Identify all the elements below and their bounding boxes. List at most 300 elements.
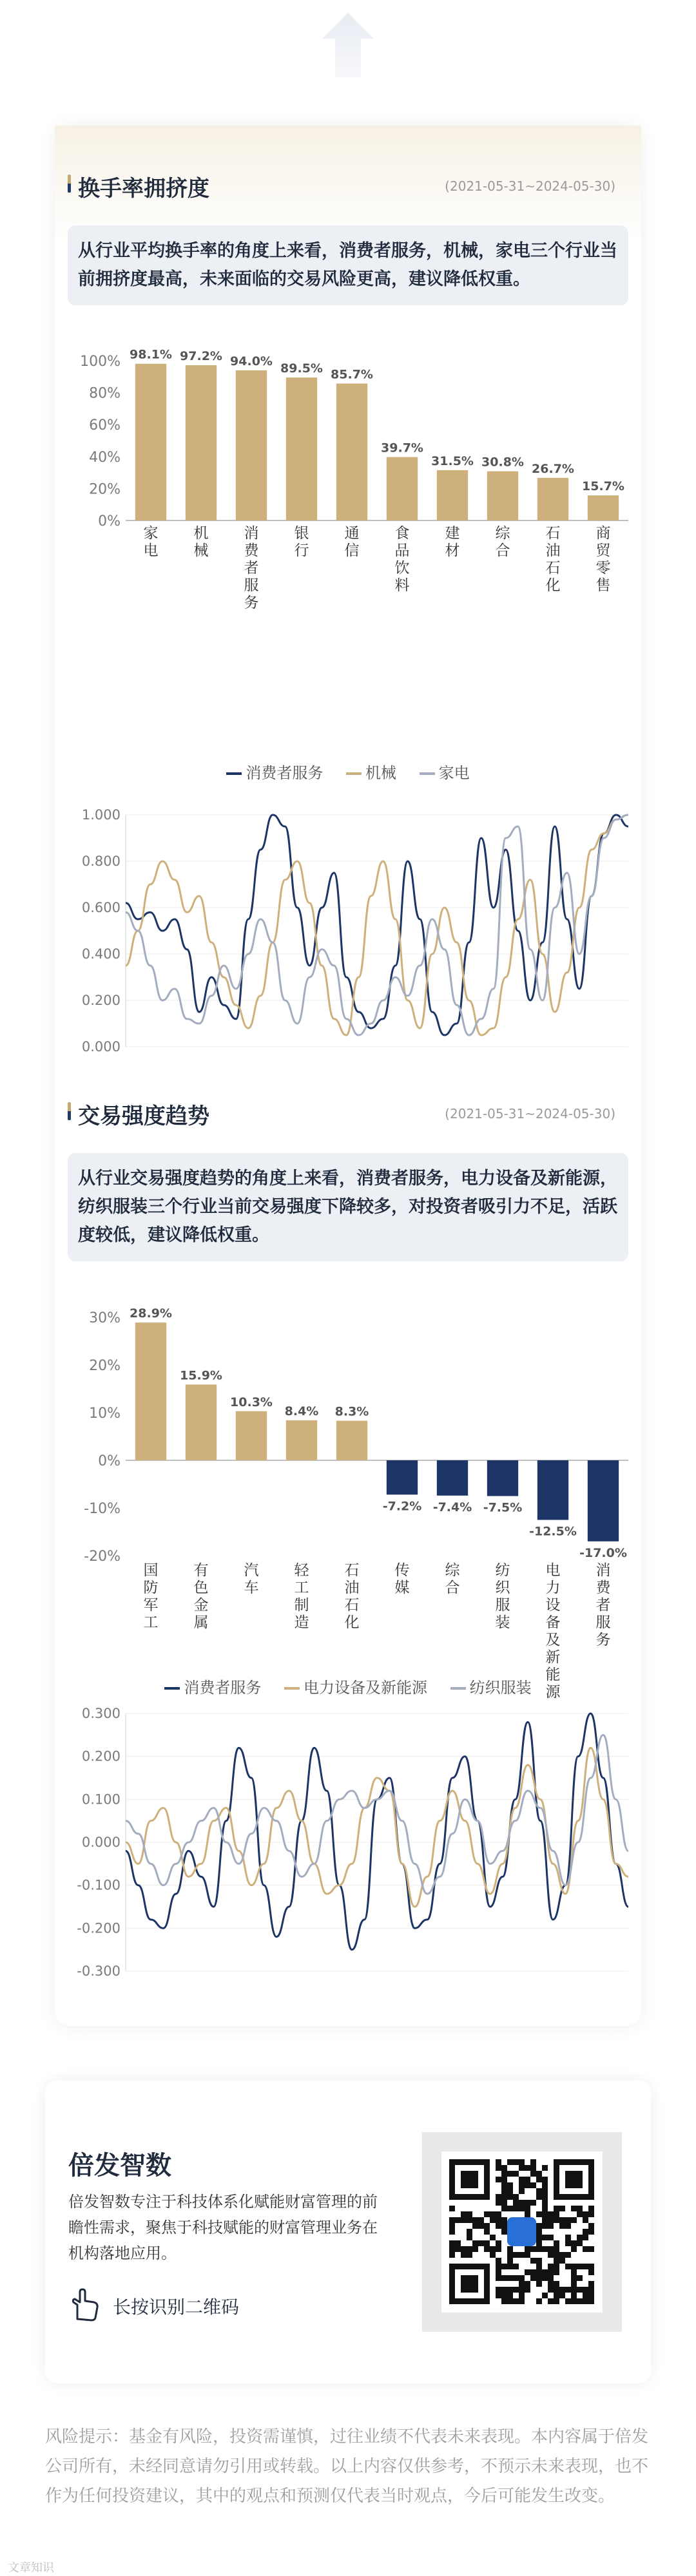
qr-module: [496, 2200, 501, 2206]
qr-module: [571, 2269, 577, 2275]
qr-module: [525, 2206, 530, 2211]
qr-module: [548, 2269, 554, 2275]
qr-module: [501, 2171, 507, 2177]
category-label-char: 汽: [244, 1562, 259, 1579]
qr-module: [536, 2281, 542, 2287]
category-label-char: 新: [545, 1649, 561, 1666]
qr-module: [542, 2235, 548, 2240]
qr-module: [565, 2223, 571, 2229]
legend-item: 纺织服装: [450, 1679, 532, 1697]
qr-module: [519, 2165, 525, 2171]
chart2-legend: [55, 760, 641, 783]
qr-module: [484, 2223, 490, 2229]
qr-module: [536, 2229, 542, 2235]
qr-module: [559, 2223, 565, 2229]
qr-module: [565, 2287, 571, 2293]
qr-module: [530, 2269, 536, 2275]
section1-date-range: (2021-05-31~2024-05-30): [445, 178, 615, 194]
qr-module: [507, 2287, 513, 2293]
bar: [437, 470, 468, 520]
y-tick-label: -0.100: [77, 1877, 121, 1893]
series-line-2: [126, 1748, 628, 1907]
bar-value-label: 15.9%: [180, 1368, 222, 1383]
qr-module: [542, 2206, 548, 2211]
qr-module: [507, 2182, 513, 2188]
qr-module: [554, 2258, 559, 2264]
qr-module: [513, 2287, 519, 2293]
qr-module: [565, 2217, 571, 2223]
intensity-line-chart: [55, 1704, 641, 1987]
qr-module: [455, 2217, 461, 2223]
qr-module: [571, 2264, 577, 2269]
category-label-char: 械: [193, 542, 209, 559]
y-tick-label: 0.800: [81, 854, 121, 869]
section1-summary: 从行业平均换手率的角度上来看，消费者服务，机械，家电三个行业当前拥挤度最高，未来面临的交易风险更高，建议降低权重。: [68, 225, 628, 305]
qr-module: [467, 2217, 472, 2223]
qr-module: [530, 2159, 536, 2165]
category-label-char: 国: [143, 1562, 159, 1579]
qr-module: [588, 2206, 594, 2211]
bar-value-label: 94.0%: [230, 354, 273, 368]
qr-module: [525, 2211, 530, 2217]
qr-code[interactable]: [441, 2151, 603, 2313]
qr-finder: [461, 2275, 478, 2293]
qr-module: [519, 2287, 525, 2293]
qr-module: [478, 2217, 484, 2223]
qr-module: [496, 2240, 501, 2246]
qr-module: [577, 2287, 583, 2293]
qr-module: [519, 2252, 525, 2258]
qr-module: [467, 2246, 472, 2252]
qr-module: [583, 2246, 588, 2252]
qr-module: [507, 2298, 513, 2304]
qr-module: [554, 2240, 559, 2246]
category-label-char: 机: [193, 525, 209, 542]
bar-value-label: 8.3%: [334, 1404, 369, 1419]
category-label-char: 消: [595, 1562, 611, 1579]
qr-module: [588, 2269, 594, 2275]
qr-module: [484, 2211, 490, 2217]
series-line-1: [126, 815, 628, 1035]
bar-value-label: 8.4%: [284, 1404, 319, 1418]
qr-module: [571, 2293, 577, 2298]
qr-module: [501, 2165, 507, 2171]
qr-module: [501, 2298, 507, 2304]
qr-module: [542, 2165, 548, 2171]
qr-module: [542, 2194, 548, 2200]
qr-module: [542, 2269, 548, 2275]
category-label-char: 车: [244, 1579, 259, 1596]
qr-module: [542, 2177, 548, 2182]
qr-module: [577, 2240, 583, 2246]
category-label-char: 备: [545, 1614, 561, 1631]
category-label-char: 油: [344, 1579, 360, 1596]
qr-module: [496, 2258, 501, 2264]
bar-value-label: 10.3%: [230, 1395, 273, 1409]
qr-module: [525, 2252, 530, 2258]
category-label-char: 商: [595, 525, 611, 542]
risk-disclaimer: 风险提示：基金有风险，投资需谨慎，过往业绩不代表未来表现。本内容属于倍发公司所有，未经同意请勿引用或转载。以上内容仅供参考，不预示未来表现，也不作为任何投资建议，其中的观点和预测仅代表当时观点，今后可能发生改变。: [45, 2427, 649, 2506]
bar: [487, 472, 518, 520]
y-tick-label: 0.100: [81, 1791, 121, 1808]
category-label-char: 化: [545, 577, 561, 594]
bar: [186, 365, 217, 520]
qr-module: [525, 2182, 530, 2188]
qr-module: [548, 2211, 554, 2217]
category-label-char: 行: [294, 542, 309, 559]
qr-module: [548, 2275, 554, 2281]
qr-module: [565, 2235, 571, 2240]
qr-module: [501, 2229, 507, 2235]
bar-value-label: 85.7%: [331, 367, 373, 382]
legend-item: 电力设备及新能源: [284, 1679, 427, 1697]
qr-module: [536, 2264, 542, 2269]
qr-module: [525, 2287, 530, 2293]
qr-module: [583, 2229, 588, 2235]
qr-module: [507, 2246, 513, 2252]
category-label-char: 综: [445, 1562, 460, 1579]
up-arrow-icon: [322, 13, 374, 77]
qr-module: [501, 2287, 507, 2293]
bar-value-label: -17.0%: [579, 1545, 627, 1560]
section2-summary: 从行业交易强度趋势的角度上来看，消费者服务，电力设备及新能源，纺织服装三个行业当前交易强度下降较多，对投资者吸引力不足，活跃度较低，建议降低权重。: [68, 1153, 628, 1261]
category-label-char: 合: [495, 542, 510, 559]
qr-module: [472, 2217, 478, 2223]
category-label-char: 务: [244, 595, 259, 611]
qr-module: [490, 2252, 496, 2258]
y-tick-label: 40%: [89, 449, 121, 466]
bar: [387, 457, 418, 520]
qr-module: [583, 2293, 588, 2298]
category-label-char: 军: [143, 1597, 159, 1614]
category-label-char: 贸: [595, 542, 611, 559]
qr-module: [554, 2217, 559, 2223]
qr-module: [554, 2298, 559, 2304]
qr-module: [501, 2182, 507, 2188]
qr-module: [467, 2229, 472, 2235]
legend-swatch-navy: [226, 772, 242, 775]
category-label-char: 制: [294, 1597, 309, 1614]
section2-date-range: (2021-05-31~2024-05-30): [445, 1106, 615, 1121]
qr-module: [559, 2206, 565, 2211]
qr-module: [554, 2206, 559, 2211]
bar-value-label: 89.5%: [280, 361, 323, 376]
qr-module: [536, 2188, 542, 2194]
qr-module: [583, 2235, 588, 2240]
category-label-char: 电: [545, 1562, 561, 1579]
category-label-char: 及: [545, 1632, 561, 1648]
qr-module: [519, 2281, 525, 2287]
qr-module: [559, 2217, 565, 2223]
category-label-char: 装: [495, 1614, 510, 1631]
qr-logo: [507, 2217, 536, 2246]
qr-module: [559, 2258, 565, 2264]
qr-module: [588, 2298, 594, 2304]
category-label-char: 售: [595, 577, 611, 594]
category-label-char: 媒: [394, 1579, 410, 1596]
qr-module: [449, 2206, 455, 2211]
qr-module: [536, 2298, 542, 2304]
category-label-char: 油: [545, 542, 561, 559]
category-label-char: 工: [143, 1614, 159, 1631]
category-label-char: 化: [344, 1614, 360, 1631]
qr-module: [554, 2293, 559, 2298]
y-tick-label: 0.400: [81, 946, 121, 962]
category-label-char: 家: [143, 525, 159, 542]
bar: [286, 1420, 317, 1460]
qr-module: [519, 2188, 525, 2194]
qr-module: [496, 2223, 501, 2229]
qr-module: [536, 2194, 542, 2200]
qr-module: [536, 2235, 542, 2240]
category-label-char: 服: [595, 1614, 611, 1631]
qr-module: [542, 2211, 548, 2217]
qr-module: [519, 2177, 525, 2182]
qr-module: [588, 2281, 594, 2287]
qr-module: [467, 2235, 472, 2240]
bar-value-label: 30.8%: [481, 455, 524, 470]
qr-module: [525, 2165, 530, 2171]
qr-module: [461, 2211, 467, 2217]
qr-module: [484, 2240, 490, 2246]
qr-module: [519, 2293, 525, 2298]
qr-module: [536, 2246, 542, 2252]
qr-module: [507, 2171, 513, 2177]
qr-module: [519, 2275, 525, 2281]
brand-description: 倍发智数专注于科技体系化赋能财富管理的前瞻性需求，聚焦于科技赋能的财富管理业务在机构落地应用。: [68, 2193, 378, 2262]
qr-module: [588, 2211, 594, 2217]
qr-module: [559, 2293, 565, 2298]
y-tick-label: 0.300: [81, 1706, 121, 1721]
y-tick-label: -0.200: [77, 1920, 121, 1936]
qr-module: [559, 2252, 565, 2258]
series-line-1: [126, 1713, 628, 1950]
qr-module: [536, 2211, 542, 2217]
qr-module: [507, 2258, 513, 2264]
qr-module: [577, 2235, 583, 2240]
qr-module: [461, 2246, 467, 2252]
y-tick-label: 0.600: [81, 900, 121, 915]
qr-module: [530, 2182, 536, 2188]
qr-module: [565, 2298, 571, 2304]
category-label-char: 务: [595, 1632, 611, 1648]
category-label-char: 银: [294, 525, 309, 542]
qr-module: [490, 2235, 496, 2240]
qr-module: [577, 2211, 583, 2217]
qr-module: [501, 2177, 507, 2182]
pointing-hand-icon: [68, 2287, 104, 2323]
qr-module: [472, 2246, 478, 2252]
qr-module: [513, 2298, 519, 2304]
qr-module: [513, 2264, 519, 2269]
bar: [236, 1411, 267, 1460]
qr-module: [565, 2264, 571, 2269]
qr-module: [554, 2252, 559, 2258]
y-tick-label: 80%: [89, 385, 121, 402]
qr-module: [571, 2281, 577, 2287]
qr-module: [583, 2264, 588, 2269]
qr-module: [536, 2258, 542, 2264]
bar: [588, 495, 619, 520]
bar-value-label: -7.2%: [382, 1499, 422, 1514]
y-tick-label: 0%: [98, 513, 121, 530]
bar-value-label: 15.7%: [582, 479, 624, 494]
category-label-char: 材: [445, 542, 460, 559]
qr-module: [501, 2200, 507, 2206]
qr-module: [519, 2159, 525, 2165]
bar: [135, 364, 166, 520]
category-label-char: 综: [495, 525, 510, 542]
qr-module: [455, 2246, 461, 2252]
qr-module: [490, 2217, 496, 2223]
qr-module: [490, 2246, 496, 2252]
legend-swatch-navy: [164, 1687, 180, 1690]
qr-module: [472, 2240, 478, 2246]
qr-module: [513, 2275, 519, 2281]
qr-module: [478, 2223, 484, 2229]
qr-module: [449, 2240, 455, 2246]
qr-module: [496, 2287, 501, 2293]
category-label-char: 石: [545, 525, 561, 542]
qr-module: [548, 2217, 554, 2223]
qr-module: [571, 2206, 577, 2211]
qr-module: [530, 2275, 536, 2281]
category-label-char: 通: [344, 525, 360, 542]
qr-module: [449, 2223, 455, 2229]
category-label-char: 属: [193, 1614, 209, 1631]
qr-module: [542, 2188, 548, 2194]
bar: [336, 1421, 367, 1460]
qr-module: [530, 2200, 536, 2206]
qr-module: [467, 2211, 472, 2217]
qr-module: [501, 2217, 507, 2223]
qr-module: [513, 2171, 519, 2177]
qr-module: [583, 2298, 588, 2304]
series-line-3: [126, 1735, 628, 1894]
watermark: 文章知识: [8, 2561, 54, 2575]
category-label-char: 服: [244, 577, 259, 594]
qr-module: [525, 2177, 530, 2182]
bar-value-label: 98.1%: [130, 347, 172, 362]
category-label-char: 费: [595, 1579, 611, 1596]
category-label-char: 纺: [495, 1562, 510, 1579]
qr-module: [525, 2281, 530, 2287]
qr-module: [588, 2287, 594, 2293]
qr-module: [496, 2269, 501, 2275]
qr-module: [577, 2298, 583, 2304]
qr-module: [449, 2252, 455, 2258]
qr-module: [496, 2293, 501, 2298]
bar: [588, 1460, 619, 1541]
category-label-char: 电: [143, 542, 159, 559]
qr-code-frame: [422, 2132, 622, 2332]
legend-swatch-grey: [450, 1687, 466, 1690]
qr-module: [588, 2264, 594, 2269]
category-label-char: 消: [244, 525, 259, 542]
qr-finder: [461, 2171, 478, 2188]
qr-module: [588, 2293, 594, 2298]
category-label-char: 有: [193, 1562, 209, 1579]
qr-module: [507, 2206, 513, 2211]
qr-module: [507, 2275, 513, 2281]
category-label-char: 工: [294, 1579, 309, 1596]
qr-module: [542, 2246, 548, 2252]
y-tick-label: 20%: [89, 1358, 121, 1374]
qr-module: [554, 2281, 559, 2287]
qr-module: [496, 2159, 501, 2165]
category-label-char: 料: [394, 577, 410, 594]
qr-module: [565, 2240, 571, 2246]
category-label-char: 合: [445, 1579, 460, 1596]
bar: [135, 1322, 166, 1460]
qr-module: [542, 2217, 548, 2223]
qr-module: [554, 2269, 559, 2275]
bar: [537, 1460, 568, 1520]
qr-module: [530, 2258, 536, 2264]
qr-module: [536, 2223, 542, 2229]
category-label-char: 能: [545, 1666, 561, 1683]
series-line-2: [126, 815, 628, 1035]
category-label-char: 品: [394, 542, 410, 559]
y-tick-label: -10%: [84, 1501, 121, 1517]
qr-module: [496, 2264, 501, 2269]
turnover-line-chart: [55, 808, 641, 1079]
y-tick-label: 30%: [89, 1310, 121, 1326]
qr-module: [588, 2229, 594, 2235]
qr-module: [525, 2246, 530, 2252]
qr-module: [507, 2188, 513, 2194]
qr-module: [472, 2223, 478, 2229]
qr-module: [530, 2246, 536, 2252]
y-tick-label: 0.200: [81, 993, 121, 1008]
y-tick-label: 1.000: [81, 807, 121, 823]
qr-module: [507, 2252, 513, 2258]
bar: [186, 1384, 217, 1460]
qr-finder: [565, 2171, 583, 2188]
qr-module: [559, 2287, 565, 2293]
category-label-char: 造: [294, 1614, 309, 1631]
qr-module: [548, 2298, 554, 2304]
qr-module: [583, 2287, 588, 2293]
qr-module: [542, 2182, 548, 2188]
qr-module: [501, 2206, 507, 2211]
category-label-char: 力: [545, 1579, 561, 1596]
bar: [236, 370, 267, 520]
qr-module: [455, 2240, 461, 2246]
qr-module: [513, 2194, 519, 2200]
qr-module: [548, 2252, 554, 2258]
qr-module: [588, 2246, 594, 2252]
qr-module: [513, 2159, 519, 2165]
qr-module: [571, 2246, 577, 2252]
y-tick-label: 20%: [89, 481, 121, 498]
qr-module: [577, 2264, 583, 2269]
qr-module: [536, 2177, 542, 2182]
category-label-char: 者: [595, 1597, 611, 1614]
category-label-char: 防: [143, 1579, 159, 1596]
qr-module: [507, 2293, 513, 2298]
y-tick-label: 60%: [89, 417, 121, 434]
bar-value-label: -7.5%: [483, 1500, 523, 1515]
category-label-char: 费: [244, 542, 259, 559]
chart4-legend: [55, 1675, 641, 1697]
qr-module: [554, 2246, 559, 2252]
qr-module: [507, 2264, 513, 2269]
qr-module: [501, 2194, 507, 2200]
bar: [487, 1460, 518, 1496]
category-label-char: 食: [394, 525, 410, 542]
bar-value-label: -12.5%: [529, 1524, 577, 1539]
